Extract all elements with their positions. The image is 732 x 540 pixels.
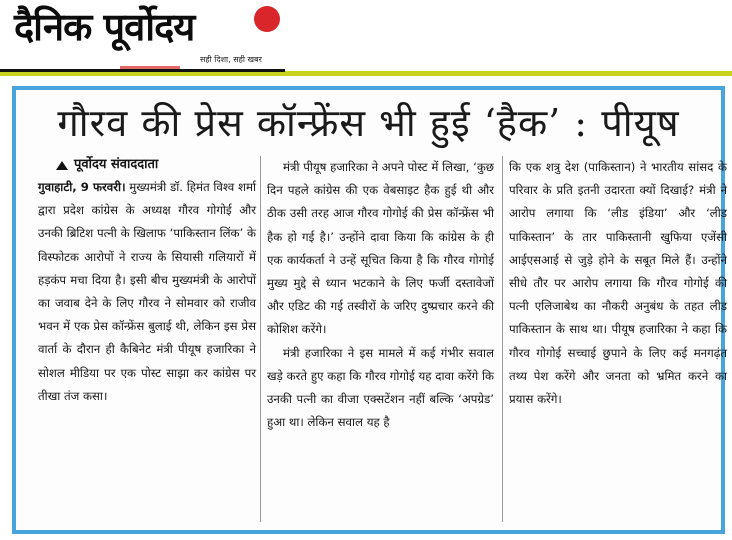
article-column-2 xyxy=(267,156,494,434)
logo-sun-icon xyxy=(254,6,280,32)
masthead xyxy=(0,0,732,74)
article-paragraph: मंत्री हजारिका ने इस मामले में कई गंभीर सवाल खड़े करते हुए कहा कि गौरव गोगोई यह दावा करेंगे कि उनकी पत्नी का वीजा एक्सटेंशन नहीं बल्कि ‘अपग्रेड’ हुआ था। लेकिन सवाल यह है xyxy=(267,345,494,430)
article-paragraph xyxy=(38,176,256,408)
article-column-3 xyxy=(509,156,727,411)
byline: पूर्वोदय संवाददाता xyxy=(74,157,159,173)
column-divider xyxy=(260,156,261,522)
article-frame xyxy=(12,86,725,534)
article-paragraph: कि एक शत्रु देश (पाकिस्तान) ने भारतीय सांसद के परिवार के प्रति इतनी उदारता क्यों दिखाई? मंत्री ने आरोप लगाया कि ‘लीड इंडिया’ और ‘लीड पाकिस्तान’ के तार पाकिस्तानी खुफिया एजेंसी आईएसआई से जुड़े होने के सबूत मिले हैं। उन्होंने सीधे तौर पर आरोप लगाया कि गौरव गोगोई की पत्नी एलिजाबेथ का नौकरी अनुबंध के तहत लीड पाकिस्तान के साथ था। पीयूष हजारिका ने कहा कि गौरव गोगोई सच्चाई छुपाने के लिए कई मनगढ़ंत तथ्य पेश करेंगे और जनता को भ्रमित करने का प्रयास करेंगे। xyxy=(509,160,727,407)
column-1-text: मुख्यमंत्री डॉ. हिमंत विश्व शर्मा द्वारा प्रदेश कांग्रेस के अध्यक्ष गौरव गोगोई और उनकी ब्रिटिश पत्नी के खिलाफ ‘पाकिस्तान लिंक’ के विस्फोटक आरोपों ने राज्य के सियासी गलियारों में हड़कंप मचा दिया है। इसी बीच मुख्यमंत्री के आरोपों का जवाब देने के लिए गौरव ने सोमवार को राजीव भवन में एक प्रेस कॉन्फ्रेंस बुलाई थी, लेकिन इस प्रेस वार्ता के दौरान ही कैबिनेट मंत्री पीयूष हजारिका ने सोशल मीडिया पर एक पोस्ट साझा कर कांग्रेस पर तीखा तंज कसा। xyxy=(38,180,256,403)
article-column-1 xyxy=(38,154,256,408)
column-divider xyxy=(502,156,503,522)
byline-row xyxy=(56,154,256,176)
triangle-bullet-icon xyxy=(56,161,68,170)
article-paragraph: मंत्री पीयूष हजारिका ने अपने पोस्ट में लिखा, ‘कुछ दिन पहले कांग्रेस की एक वेबसाइट हैक हुई थी और ठीक उसी तरह आज गौरव गोगोई की प्रेस कॉन्फ्रेंस भी हैक हो गई है।’ उन्होंने दावा किया कि कांग्रेस के ही एक कार्यकर्ता ने उन्हें सूचित किया है कि गौरव गोगोई मुख्य मुद्दे से ध्यान भटकाने के लिए फर्जी दस्तावेजों और एडिट की गई तस्वीरों के जरिए दुष्प्रचार करने की कोशिश करेंगे। xyxy=(267,160,494,337)
dateline: गुवाहाटी, 9 फरवरी। xyxy=(38,180,126,194)
article-headline: गौरव की प्रेस कॉन्फ्रेंस भी हुई ‘हैक’ : पीयूष xyxy=(57,101,680,145)
newspaper-logo[interactable]: दैनिक पूर्वोदय xyxy=(14,5,195,49)
tagline: सही दिशा, सही खबर xyxy=(200,55,262,64)
masthead-rule-black xyxy=(0,69,285,72)
